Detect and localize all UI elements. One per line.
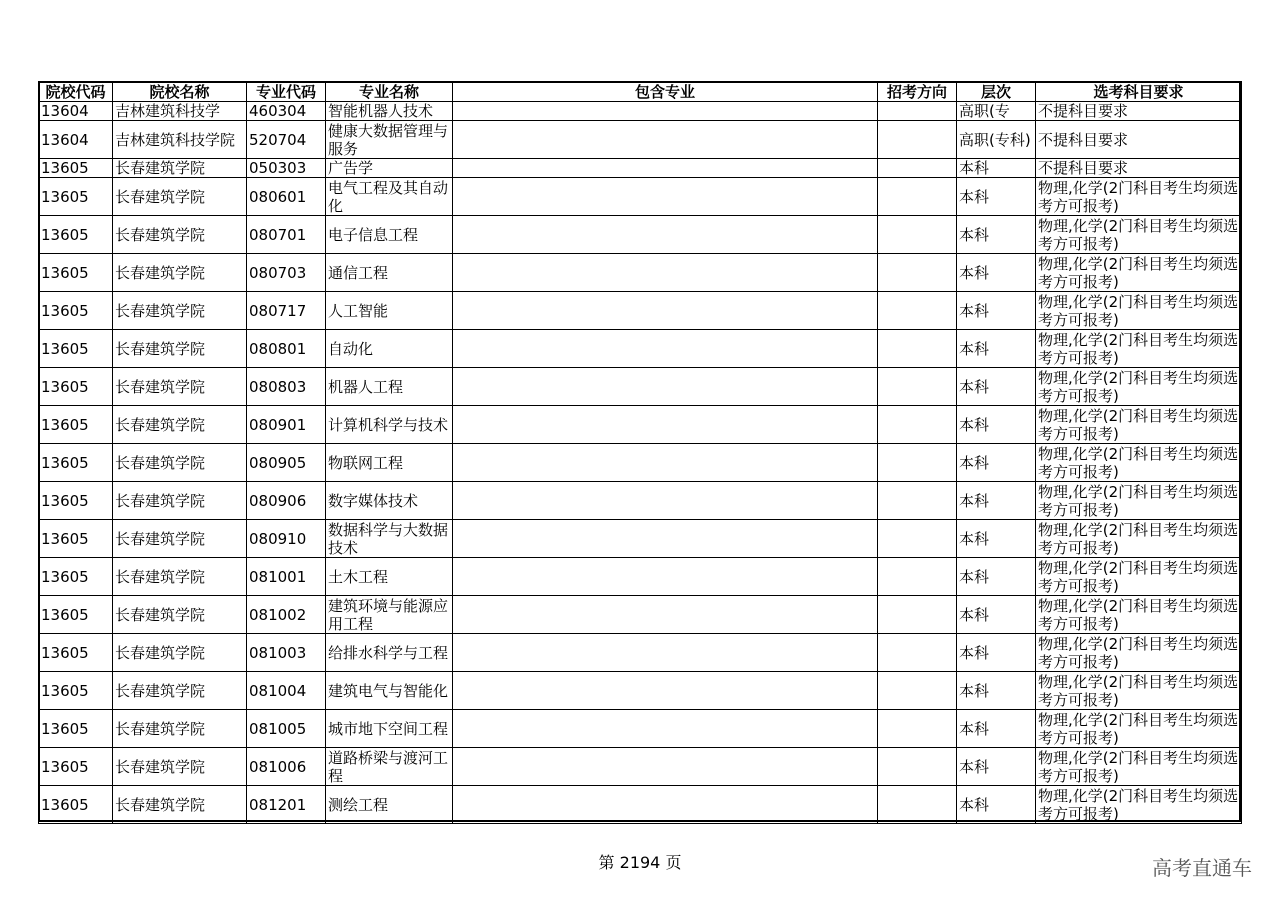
- school-name-cell: 长春建筑学院: [113, 558, 247, 596]
- major-code-cell: 080703: [247, 254, 326, 292]
- school-name-cell: 长春建筑学院: [113, 216, 247, 254]
- school-code-cell: 13605: [39, 330, 113, 368]
- major-code-cell: 081004: [247, 672, 326, 710]
- requirement-cell: 物理,化学(2门科目考生均须选考方可报考): [1036, 482, 1242, 520]
- included-majors-cell: [453, 292, 878, 330]
- school-name-cell: 长春建筑学院: [113, 786, 247, 824]
- requirement-cell: 物理,化学(2门科目考生均须选考方可报考): [1036, 634, 1242, 672]
- header-direction: 招考方向: [878, 82, 957, 102]
- header-included-majors: 包含专业: [453, 82, 878, 102]
- included-majors-cell: [453, 254, 878, 292]
- school-name-cell: 吉林建筑科技学: [113, 102, 247, 121]
- included-majors-cell: [453, 482, 878, 520]
- requirement-cell: 物理,化学(2门科目考生均须选考方可报考): [1036, 254, 1242, 292]
- table-row: [39, 710, 1242, 748]
- direction-cell: [878, 159, 957, 178]
- major-name-cell: 城市地下空间工程: [326, 710, 453, 748]
- requirement-cell: 物理,化学(2门科目考生均须选考方可报考): [1036, 748, 1242, 786]
- school-code-cell: 13605: [39, 368, 113, 406]
- level-cell: 本科: [957, 748, 1036, 786]
- included-majors-cell: [453, 634, 878, 672]
- direction-cell: [878, 634, 957, 672]
- level-cell: 本科: [957, 406, 1036, 444]
- school-code-cell: 13605: [39, 748, 113, 786]
- included-majors-cell: [453, 102, 878, 121]
- direction-cell: [878, 330, 957, 368]
- included-majors-cell: [453, 121, 878, 159]
- major-code-cell: 080801: [247, 330, 326, 368]
- table-row: [39, 444, 1242, 482]
- major-name-cell: 数据科学与大数据技术: [326, 520, 453, 558]
- school-name-cell: 长春建筑学院: [113, 406, 247, 444]
- direction-cell: [878, 482, 957, 520]
- header-school-name: 院校名称: [113, 82, 247, 102]
- level-cell: 本科: [957, 216, 1036, 254]
- direction-cell: [878, 121, 957, 159]
- included-majors-cell: [453, 159, 878, 178]
- level-cell: 本科: [957, 482, 1036, 520]
- table-row: [39, 786, 1242, 824]
- level-cell: 本科: [957, 444, 1036, 482]
- level-cell: 本科: [957, 558, 1036, 596]
- level-cell: 本科: [957, 178, 1036, 216]
- level-cell: 本科: [957, 672, 1036, 710]
- level-cell: 本科: [957, 710, 1036, 748]
- major-code-cell: 050303: [247, 159, 326, 178]
- school-code-cell: 13604: [39, 102, 113, 121]
- direction-cell: [878, 216, 957, 254]
- table-row: [39, 634, 1242, 672]
- level-cell: 本科: [957, 520, 1036, 558]
- major-code-cell: 080701: [247, 216, 326, 254]
- included-majors-cell: [453, 216, 878, 254]
- requirement-cell: 物理,化学(2门科目考生均须选考方可报考): [1036, 786, 1242, 824]
- school-code-cell: 13605: [39, 558, 113, 596]
- table-row: [39, 102, 1242, 121]
- school-name-cell: 长春建筑学院: [113, 672, 247, 710]
- table-row: [39, 520, 1242, 558]
- major-code-cell: 080910: [247, 520, 326, 558]
- table-row: [39, 178, 1242, 216]
- school-code-cell: 13605: [39, 596, 113, 634]
- requirement-cell: 物理,化学(2门科目考生均须选考方可报考): [1036, 558, 1242, 596]
- requirement-cell: 物理,化学(2门科目考生均须选考方可报考): [1036, 520, 1242, 558]
- table-row: [39, 482, 1242, 520]
- major-name-cell: 电子信息工程: [326, 216, 453, 254]
- level-cell: 本科: [957, 368, 1036, 406]
- included-majors-cell: [453, 596, 878, 634]
- table-row: [39, 159, 1242, 178]
- requirement-cell: 不提科目要求: [1036, 102, 1242, 121]
- major-code-cell: 460304: [247, 102, 326, 121]
- requirement-cell: 物理,化学(2门科目考生均须选考方可报考): [1036, 672, 1242, 710]
- major-name-cell: 计算机科学与技术: [326, 406, 453, 444]
- major-name-cell: 机器人工程: [326, 368, 453, 406]
- school-name-cell: 长春建筑学院: [113, 159, 247, 178]
- admissions-table: [38, 81, 1242, 824]
- direction-cell: [878, 786, 957, 824]
- requirement-cell: 物理,化学(2门科目考生均须选考方可报考): [1036, 596, 1242, 634]
- table-body: [39, 102, 1242, 824]
- school-code-cell: 13605: [39, 672, 113, 710]
- major-name-cell: 建筑电气与智能化: [326, 672, 453, 710]
- major-code-cell: 080905: [247, 444, 326, 482]
- requirement-cell: 物理,化学(2门科目考生均须选考方可报考): [1036, 216, 1242, 254]
- table-row: [39, 254, 1242, 292]
- major-code-cell: 080717: [247, 292, 326, 330]
- school-name-cell: 长春建筑学院: [113, 748, 247, 786]
- table-row: [39, 368, 1242, 406]
- table-row: [39, 330, 1242, 368]
- major-code-cell: 520704: [247, 121, 326, 159]
- major-code-cell: 081003: [247, 634, 326, 672]
- school-code-cell: 13605: [39, 216, 113, 254]
- header-level: 层次: [957, 82, 1036, 102]
- school-name-cell: 长春建筑学院: [113, 482, 247, 520]
- school-name-cell: 长春建筑学院: [113, 710, 247, 748]
- direction-cell: [878, 444, 957, 482]
- requirement-cell: 物理,化学(2门科目考生均须选考方可报考): [1036, 710, 1242, 748]
- major-code-cell: 081006: [247, 748, 326, 786]
- direction-cell: [878, 596, 957, 634]
- included-majors-cell: [453, 520, 878, 558]
- direction-cell: [878, 254, 957, 292]
- major-name-cell: 人工智能: [326, 292, 453, 330]
- major-code-cell: 081005: [247, 710, 326, 748]
- school-name-cell: 长春建筑学院: [113, 520, 247, 558]
- requirement-cell: 不提科目要求: [1036, 121, 1242, 159]
- included-majors-cell: [453, 444, 878, 482]
- table-row: [39, 406, 1242, 444]
- requirement-cell: 物理,化学(2门科目考生均须选考方可报考): [1036, 406, 1242, 444]
- major-name-cell: 智能机器人技术: [326, 102, 453, 121]
- major-code-cell: 080906: [247, 482, 326, 520]
- direction-cell: [878, 406, 957, 444]
- direction-cell: [878, 672, 957, 710]
- school-code-cell: 13605: [39, 444, 113, 482]
- level-cell: 本科: [957, 634, 1036, 672]
- included-majors-cell: [453, 710, 878, 748]
- school-name-cell: 吉林建筑科技学院: [113, 121, 247, 159]
- table-row: [39, 748, 1242, 786]
- included-majors-cell: [453, 406, 878, 444]
- level-cell: 高职(专科): [957, 121, 1036, 159]
- school-name-cell: 长春建筑学院: [113, 330, 247, 368]
- included-majors-cell: [453, 748, 878, 786]
- direction-cell: [878, 102, 957, 121]
- direction-cell: [878, 368, 957, 406]
- school-code-cell: 13605: [39, 254, 113, 292]
- school-name-cell: 长春建筑学院: [113, 178, 247, 216]
- requirement-cell: 物理,化学(2门科目考生均须选考方可报考): [1036, 292, 1242, 330]
- school-code-cell: 13605: [39, 786, 113, 824]
- school-code-cell: 13605: [39, 292, 113, 330]
- table-row: [39, 292, 1242, 330]
- major-name-cell: 健康大数据管理与服务: [326, 121, 453, 159]
- requirement-cell: 物理,化学(2门科目考生均须选考方可报考): [1036, 330, 1242, 368]
- level-cell: 本科: [957, 330, 1036, 368]
- watermark-logo: 高考直通车: [1152, 856, 1252, 880]
- major-name-cell: 通信工程: [326, 254, 453, 292]
- school-name-cell: 长春建筑学院: [113, 596, 247, 634]
- major-code-cell: 081002: [247, 596, 326, 634]
- major-name-cell: 土木工程: [326, 558, 453, 596]
- header-major-name: 专业名称: [326, 82, 453, 102]
- major-name-cell: 物联网工程: [326, 444, 453, 482]
- direction-cell: [878, 558, 957, 596]
- major-name-cell: 建筑环境与能源应用工程: [326, 596, 453, 634]
- school-code-cell: 13605: [39, 520, 113, 558]
- table-row: [39, 596, 1242, 634]
- table-row: [39, 672, 1242, 710]
- included-majors-cell: [453, 672, 878, 710]
- level-cell: 本科: [957, 596, 1036, 634]
- requirement-cell: 物理,化学(2门科目考生均须选考方可报考): [1036, 178, 1242, 216]
- school-name-cell: 长春建筑学院: [113, 444, 247, 482]
- header-major-code: 专业代码: [247, 82, 326, 102]
- major-code-cell: 081201: [247, 786, 326, 824]
- included-majors-cell: [453, 786, 878, 824]
- requirement-cell: 物理,化学(2门科目考生均须选考方可报考): [1036, 368, 1242, 406]
- major-name-cell: 给排水科学与工程: [326, 634, 453, 672]
- requirement-cell: 不提科目要求: [1036, 159, 1242, 178]
- major-code-cell: 081001: [247, 558, 326, 596]
- major-name-cell: 电气工程及其自动化: [326, 178, 453, 216]
- included-majors-cell: [453, 330, 878, 368]
- table-row: [39, 558, 1242, 596]
- level-cell: 高职(专: [957, 102, 1036, 121]
- school-code-cell: 13605: [39, 159, 113, 178]
- school-name-cell: 长春建筑学院: [113, 634, 247, 672]
- school-code-cell: 13605: [39, 178, 113, 216]
- header-requirement: 选考科目要求: [1036, 82, 1242, 102]
- level-cell: 本科: [957, 292, 1036, 330]
- school-code-cell: 13605: [39, 406, 113, 444]
- major-code-cell: 080803: [247, 368, 326, 406]
- direction-cell: [878, 710, 957, 748]
- table-header-row: [39, 82, 1242, 102]
- header-school-code: 院校代码: [39, 82, 113, 102]
- major-code-cell: 080901: [247, 406, 326, 444]
- school-code-cell: 13605: [39, 634, 113, 672]
- level-cell: 本科: [957, 786, 1036, 824]
- school-code-cell: 13605: [39, 710, 113, 748]
- table-row: [39, 216, 1242, 254]
- major-name-cell: 广告学: [326, 159, 453, 178]
- major-name-cell: 数字媒体技术: [326, 482, 453, 520]
- direction-cell: [878, 178, 957, 216]
- major-name-cell: 道路桥梁与渡河工程: [326, 748, 453, 786]
- school-name-cell: 长春建筑学院: [113, 254, 247, 292]
- direction-cell: [878, 748, 957, 786]
- level-cell: 本科: [957, 159, 1036, 178]
- major-name-cell: 自动化: [326, 330, 453, 368]
- direction-cell: [878, 520, 957, 558]
- requirement-cell: 物理,化学(2门科目考生均须选考方可报考): [1036, 444, 1242, 482]
- table-row: [39, 121, 1242, 159]
- major-code-cell: 080601: [247, 178, 326, 216]
- included-majors-cell: [453, 178, 878, 216]
- school-code-cell: 13605: [39, 482, 113, 520]
- page-number: 第 2194 页: [598, 853, 682, 872]
- school-code-cell: 13604: [39, 121, 113, 159]
- school-name-cell: 长春建筑学院: [113, 368, 247, 406]
- major-name-cell: 测绘工程: [326, 786, 453, 824]
- included-majors-cell: [453, 558, 878, 596]
- included-majors-cell: [453, 368, 878, 406]
- direction-cell: [878, 292, 957, 330]
- school-name-cell: 长春建筑学院: [113, 292, 247, 330]
- level-cell: 本科: [957, 254, 1036, 292]
